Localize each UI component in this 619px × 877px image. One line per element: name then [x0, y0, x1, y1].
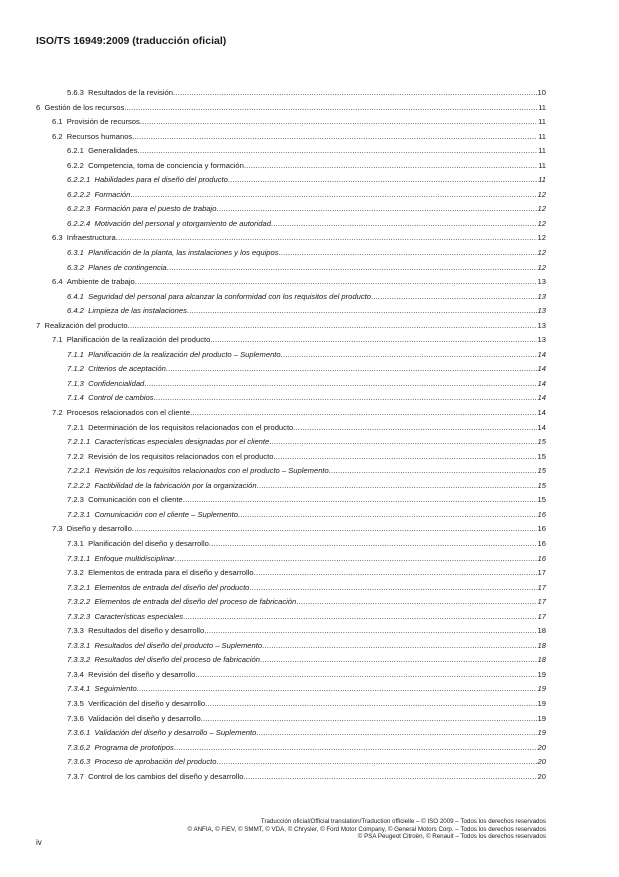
- toc-entry[interactable]: [36, 684, 546, 699]
- toc-entry-page: 20: [537, 771, 546, 781]
- toc-entry[interactable]: [36, 335, 546, 350]
- toc-entry-title: Motivación del personal y otorgamiento de autoridad: [94, 218, 271, 228]
- toc-entry-page: 11: [538, 146, 546, 156]
- toc-entry[interactable]: [36, 117, 546, 132]
- toc-entry-label: [67, 510, 238, 519]
- toc-entry-label: [67, 248, 279, 257]
- toc-leader-dots: [195, 670, 536, 679]
- toc-entry-title: Determinación de los requisitos relacionados con el producto: [88, 422, 294, 432]
- toc-entry-title: Características especiales: [94, 611, 184, 621]
- toc-entry-page: 17: [537, 568, 546, 578]
- toc-entry-page: 10: [537, 88, 546, 97]
- toc-entry-label: [67, 568, 254, 577]
- toc-entry-number: 6.3.2: [67, 262, 84, 272]
- toc-entry-title: Planificación de la realización del producto: [66, 335, 211, 345]
- toc-leader-dots: [132, 132, 537, 141]
- toc-leader-dots: [254, 568, 537, 577]
- toc-entry-page: 13: [537, 320, 546, 330]
- toc-entry-page: 16: [537, 509, 546, 519]
- toc-entry-title: Validación del diseño y desarrollo – Suplemento: [94, 728, 257, 738]
- toc-entry-page: 17: [537, 582, 546, 592]
- toc-entry[interactable]: [36, 612, 546, 627]
- toc-leader-dots: [140, 117, 537, 126]
- toc-entry-number: 6.3.1: [67, 248, 84, 258]
- toc-entry-number: 7.1.1: [67, 349, 84, 359]
- toc-entry-page: 13: [537, 277, 546, 287]
- toc-entry[interactable]: [36, 539, 546, 554]
- toc-entry-page: 13: [537, 291, 546, 301]
- toc-entry-title: Planificación de la planta, las instalaciones y los equipos: [88, 248, 279, 258]
- toc-entry-page: 13: [537, 335, 546, 345]
- toc-entry-page: 11: [538, 160, 546, 170]
- toc-entry[interactable]: [36, 190, 546, 205]
- toc-entry-page: 19: [537, 669, 546, 679]
- toc-entry-title: Procesos relacionados con el cliente: [66, 408, 191, 418]
- toc-entry-number: 7.2.2: [67, 451, 84, 461]
- toc-entry-page: 12: [537, 262, 546, 272]
- toc-entry-title: Elementos de entrada del diseño del producto: [94, 582, 250, 592]
- toc-entry-label: [67, 379, 144, 388]
- toc-entry-number: 7.3.4: [67, 669, 84, 679]
- toc-entry-title: Proceso de aprobación del producto: [94, 757, 217, 767]
- toc-entry-title: Criterios de aceptación: [88, 364, 166, 374]
- toc-entry-title: Comunicación con el cliente: [88, 495, 183, 505]
- toc-entry-number: 7.2.2.2: [67, 480, 91, 490]
- toc-entry-label: [52, 233, 116, 242]
- table-of-contents: [36, 88, 546, 786]
- toc-entry-number: 7.1.3: [67, 378, 84, 388]
- toc-entry-page: 11: [538, 175, 546, 185]
- toc-entry-title: Control de cambios: [88, 393, 154, 403]
- toc-entry-title: Validación del diseño y desarrollo: [88, 713, 201, 723]
- toc-entry-page: 19: [537, 698, 546, 708]
- toc-entry-title: Formación: [94, 189, 131, 199]
- toc-entry-number: 6.4.1: [67, 291, 84, 301]
- toc-entry-page: 14: [537, 349, 546, 359]
- toc-entry-label: [67, 554, 175, 563]
- toc-entry-label: [67, 88, 173, 97]
- toc-entry[interactable]: [36, 481, 546, 496]
- toc-entry-page: 15: [537, 480, 546, 490]
- toc-entry-title: Limpieza de las instalaciones: [88, 306, 187, 316]
- toc-entry-page: 12: [537, 204, 546, 214]
- toc-entry[interactable]: [36, 423, 546, 438]
- toc-entry[interactable]: [36, 524, 546, 539]
- toc-leader-dots: [187, 306, 537, 315]
- toc-entry-number: 7.3.2.1: [67, 582, 91, 592]
- toc-entry-number: 6.2.2.3: [67, 204, 91, 214]
- footer-line-1: Traducción oficial/Official translation/Traduction officielle – © ISO 2009 – Todos los derechos reservados: [260, 818, 546, 825]
- toc-entry[interactable]: [36, 277, 546, 292]
- toc-entry-title: Seguridad del personal para alcanzar la conformidad con los requisitos del producto: [88, 291, 371, 301]
- toc-entry-page: 15: [537, 495, 546, 505]
- toc-leader-dots: [296, 597, 536, 606]
- toc-entry-title: Provisión de recursos: [66, 117, 140, 127]
- toc-entry[interactable]: [36, 233, 546, 248]
- toc-entry-title: Habilidades para el diseño del producto: [94, 175, 228, 185]
- toc-leader-dots: [216, 204, 536, 213]
- toc-entry[interactable]: [36, 146, 546, 161]
- toc-entry[interactable]: [36, 219, 546, 234]
- toc-entry-number: 7.3.3.1: [67, 640, 91, 650]
- toc-leader-dots: [228, 175, 537, 184]
- toc-entry-label: [67, 393, 154, 402]
- toc-entry-label: [67, 699, 205, 708]
- toc-entry-number: 7.2.3.1: [67, 509, 91, 519]
- toc-entry[interactable]: [36, 103, 546, 118]
- toc-entry-number: 7.2.3: [67, 495, 84, 505]
- toc-leader-dots: [174, 743, 537, 752]
- toc-entry-label: [67, 263, 167, 272]
- toc-entry-title: Enfoque multidisciplinar: [94, 553, 175, 563]
- toc-entry-label: [52, 335, 210, 344]
- toc-entry-label: [67, 714, 201, 723]
- toc-leader-dots: [209, 539, 537, 548]
- footer-line-3: © PSA Peugeot Citroën, © Renault – Todos los derechos reservados: [357, 833, 546, 841]
- toc-entry-page: 19: [537, 684, 546, 694]
- toc-entry-label: [67, 583, 249, 592]
- toc-entry-label: [67, 219, 271, 228]
- toc-leader-dots: [249, 583, 536, 592]
- toc-entry[interactable]: [36, 437, 546, 452]
- toc-entry-label: [67, 146, 138, 155]
- toc-entry-label: [52, 277, 135, 286]
- toc-entry-label: [67, 175, 228, 184]
- toc-leader-dots: [138, 146, 538, 155]
- toc-entry-page: 14: [537, 364, 546, 374]
- toc-leader-dots: [216, 757, 536, 766]
- toc-entry-page: 15: [537, 437, 546, 447]
- toc-leader-dots: [190, 408, 536, 417]
- toc-leader-dots: [262, 641, 536, 650]
- toc-entry-title: Revisión del diseño y desarrollo: [88, 669, 196, 679]
- toc-entry[interactable]: [36, 350, 546, 365]
- toc-entry[interactable]: [36, 699, 546, 714]
- toc-leader-dots: [183, 495, 537, 504]
- toc-entry-title: Elementos de entrada del diseño del proceso de fabricación: [94, 597, 297, 607]
- toc-entry-label: [67, 626, 204, 635]
- toc-leader-dots: [238, 510, 537, 519]
- toc-entry[interactable]: [36, 248, 546, 263]
- toc-entry-label: [67, 655, 260, 664]
- toc-entry-label: [67, 364, 166, 373]
- document-header-title: ISO/TS 16949:2009 (traducción oficial): [36, 35, 227, 47]
- toc-entry-number: 7.2.1.1: [67, 437, 91, 447]
- toc-leader-dots: [271, 219, 537, 228]
- toc-leader-dots: [130, 190, 536, 199]
- toc-entry-title: Generalidades: [88, 146, 138, 156]
- toc-entry-page: 14: [537, 422, 546, 432]
- toc-entry-number: 7.3.2: [67, 568, 84, 578]
- toc-entry-title: Resultados de la revisión: [88, 88, 173, 97]
- toc-leader-dots: [329, 466, 537, 475]
- toc-entry-label: [67, 437, 269, 446]
- toc-leader-dots: [371, 292, 537, 301]
- toc-entry-page: 18: [537, 640, 546, 650]
- toc-entry-label: [36, 321, 128, 330]
- toc-entry-number: 5.6.3: [67, 88, 84, 97]
- toc-entry-page: 11: [538, 102, 546, 112]
- toc-entry-page: 12: [537, 248, 546, 258]
- toc-entry-title: Planificación de la realización del producto – Suplemento: [88, 349, 281, 359]
- toc-leader-dots: [281, 350, 537, 359]
- toc-entry[interactable]: [36, 132, 546, 147]
- toc-entry[interactable]: [36, 728, 546, 743]
- toc-entry-title: Elementos de entrada para el diseño y desarrollo: [88, 568, 254, 578]
- toc-entry[interactable]: [36, 554, 546, 569]
- toc-leader-dots: [132, 524, 537, 533]
- toc-entry-number: 6.2.2.2: [67, 189, 91, 199]
- toc-entry[interactable]: [36, 321, 546, 336]
- toc-entry-label: [67, 757, 216, 766]
- toc-entry-page: 16: [537, 553, 546, 563]
- toc-entry-page: 14: [537, 408, 546, 418]
- toc-entry[interactable]: [36, 204, 546, 219]
- toc-leader-dots: [293, 423, 536, 432]
- toc-entry-number: 7.2.1: [67, 422, 84, 432]
- toc-entry[interactable]: [36, 88, 546, 103]
- toc-entry-page: 11: [538, 131, 546, 141]
- toc-entry-title: Confidencialidad: [88, 378, 145, 388]
- toc-entry-label: [67, 641, 262, 650]
- toc-leader-dots: [167, 263, 537, 272]
- toc-entry[interactable]: [36, 626, 546, 641]
- toc-leader-dots: [128, 321, 537, 330]
- toc-entry[interactable]: [36, 583, 546, 598]
- toc-entry-label: [67, 772, 243, 781]
- toc-leader-dots: [135, 277, 537, 286]
- toc-entry-label: [67, 743, 174, 752]
- toc-entry[interactable]: [36, 175, 546, 190]
- toc-entry-page: 12: [537, 218, 546, 228]
- toc-entry-label: [67, 452, 273, 461]
- toc-entry-page: 12: [537, 189, 546, 199]
- toc-entry[interactable]: [36, 743, 546, 758]
- toc-entry-label: [36, 103, 124, 112]
- toc-leader-dots: [260, 655, 537, 664]
- toc-entry-page: 19: [537, 713, 546, 723]
- toc-entry-title: Seguimiento: [94, 684, 137, 694]
- toc-entry-title: Características especiales designadas por el cliente: [94, 437, 270, 447]
- toc-entry-number: 7.3.1.1: [67, 553, 91, 563]
- toc-entry[interactable]: [36, 510, 546, 525]
- toc-entry-number: 7.1.2: [67, 364, 84, 374]
- toc-entry-label: [52, 408, 190, 417]
- toc-entry-number: 7.3.7: [67, 771, 84, 781]
- toc-entry-title: Control de los cambios del diseño y desarrollo: [88, 771, 244, 781]
- toc-entry[interactable]: [36, 655, 546, 670]
- toc-entry[interactable]: [36, 641, 546, 656]
- toc-entry[interactable]: [36, 452, 546, 467]
- toc-entry-title: Revisión de los requisitos relacionados con el producto: [88, 451, 274, 461]
- toc-entry-number: 7.2: [52, 408, 63, 418]
- toc-entry-number: 7.3: [52, 524, 63, 534]
- toc-leader-dots: [210, 335, 536, 344]
- toc-entry-title: Formación para el puesto de trabajo: [94, 204, 217, 214]
- toc-entry-title: Programa de prototipos: [94, 742, 174, 752]
- toc-entry-page: 14: [537, 393, 546, 403]
- toc-entry-label: [67, 495, 183, 504]
- toc-entry-title: Competencia, toma de conciencia y formación: [88, 160, 244, 170]
- toc-entry-label: [67, 161, 244, 170]
- toc-entry-page: 12: [537, 233, 546, 243]
- toc-leader-dots: [116, 233, 537, 242]
- toc-entry-number: 6.1: [52, 117, 63, 127]
- toc-entry-label: [67, 597, 296, 606]
- toc-entry-page: 17: [537, 597, 546, 607]
- toc-entry[interactable]: [36, 292, 546, 307]
- toc-entry-page: 15: [537, 451, 546, 461]
- toc-entry-number: 6.2.2.4: [67, 218, 91, 228]
- toc-entry-label: [67, 612, 183, 621]
- toc-leader-dots: [144, 379, 536, 388]
- toc-entry-number: 7.2.2.1: [67, 466, 91, 476]
- toc-entry[interactable]: [36, 568, 546, 583]
- toc-entry-number: 7.3.3: [67, 626, 84, 636]
- toc-entry-label: [67, 292, 371, 301]
- toc-entry-title: Diseño y desarrollo: [66, 524, 132, 534]
- toc-entry[interactable]: [36, 379, 546, 394]
- toc-entry-title: Planes de contingencia: [88, 262, 167, 272]
- toc-entry-number: 7.3.1: [67, 538, 84, 548]
- toc-leader-dots: [256, 728, 536, 737]
- toc-entry-number: 6: [36, 102, 41, 112]
- toc-entry-number: 7.3.5: [67, 698, 84, 708]
- toc-entry-number: 7.3.6.2: [67, 742, 91, 752]
- toc-entry-label: [67, 684, 137, 693]
- toc-entry-number: 6.2.2.1: [67, 175, 91, 185]
- toc-entry-page: 20: [537, 742, 546, 752]
- toc-entry-number: 7.3.6.3: [67, 757, 91, 767]
- toc-entry-label: [67, 204, 216, 213]
- toc-entry-page: 11: [538, 117, 546, 127]
- toc-entry-title: Ambiente de trabajo: [66, 277, 135, 287]
- toc-leader-dots: [201, 714, 537, 723]
- toc-entry[interactable]: [36, 364, 546, 379]
- toc-entry-label: [67, 466, 329, 475]
- toc-leader-dots: [257, 481, 537, 490]
- toc-entry-page: 18: [537, 626, 546, 636]
- toc-entry[interactable]: [36, 466, 546, 481]
- toc-entry[interactable]: [36, 161, 546, 176]
- toc-leader-dots: [269, 437, 536, 446]
- toc-entry-number: 7.1.4: [67, 393, 84, 403]
- toc-entry-number: 7.3.3.2: [67, 655, 91, 665]
- toc-entry-label: [67, 350, 281, 359]
- toc-entry-label: [67, 306, 187, 315]
- toc-entry-number: 7.3.2.3: [67, 611, 91, 621]
- toc-entry-page: 19: [537, 728, 546, 738]
- toc-entry-title: Resultados del diseño del producto – Suplemento: [94, 640, 263, 650]
- toc-leader-dots: [273, 452, 536, 461]
- toc-entry-label: [67, 190, 130, 199]
- toc-entry-title: Revisión de los requisitos relacionados con el producto – Suplemento: [94, 466, 329, 476]
- toc-entry-title: Planificación del diseño y desarrollo: [88, 538, 209, 548]
- toc-entry-label: [67, 728, 256, 737]
- toc-leader-dots: [244, 161, 537, 170]
- toc-entry-title: Realización del producto: [44, 320, 128, 330]
- toc-entry-number: 7: [36, 320, 41, 330]
- toc-entry[interactable]: [36, 495, 546, 510]
- toc-leader-dots: [154, 393, 537, 402]
- toc-entry-number: 7.3.6: [67, 713, 84, 723]
- toc-leader-dots: [279, 248, 537, 257]
- toc-entry-number: 7.3.4.1: [67, 684, 91, 694]
- toc-entry-number: 6.4.2: [67, 306, 84, 316]
- toc-entry[interactable]: [36, 306, 546, 321]
- page-number: iv: [36, 838, 42, 847]
- toc-entry-number: 6.2: [52, 131, 63, 141]
- toc-entry-title: Gestión de los recursos: [44, 102, 125, 112]
- toc-leader-dots: [243, 772, 536, 781]
- toc-entry-title: Infraestructura: [66, 233, 116, 243]
- toc-entry[interactable]: [36, 597, 546, 612]
- toc-leader-dots: [183, 612, 536, 621]
- toc-entry-page: 16: [537, 538, 546, 548]
- toc-entry-title: Comunicación con el cliente – Suplemento: [94, 509, 238, 519]
- toc-leader-dots: [204, 626, 536, 635]
- toc-entry[interactable]: [36, 757, 546, 772]
- footer-line-2: © ANFIA, © FIEV, © SMMT, © VDA, © Chrysler, © Ford Motor Company, © General Motors Corp. – Todos los derechos reservados: [187, 825, 546, 833]
- toc-entry-number: 7.3.6.1: [67, 728, 91, 738]
- toc-entry-page: 13: [537, 306, 546, 316]
- toc-entry[interactable]: [36, 263, 546, 278]
- toc-leader-dots: [205, 699, 536, 708]
- toc-entry-title: Resultados del diseño del proceso de fabricación: [94, 655, 260, 665]
- toc-entry-label: [52, 132, 132, 141]
- toc-entry-label: [52, 117, 140, 126]
- toc-entry-title: Verificación del diseño y desarrollo: [88, 698, 206, 708]
- toc-entry[interactable]: [36, 714, 546, 729]
- toc-entry[interactable]: [36, 408, 546, 423]
- toc-entry-page: 15: [537, 466, 546, 476]
- toc-entry-label: [67, 670, 195, 679]
- toc-entry-page: 16: [537, 524, 546, 534]
- toc-entry-number: 6.3: [52, 233, 63, 243]
- toc-entry[interactable]: [36, 772, 546, 787]
- toc-entry-number: 6.2.1: [67, 146, 84, 156]
- toc-entry-title: Factibilidad de la fabricación por la organización: [94, 480, 257, 490]
- toc-entry-label: [67, 539, 209, 548]
- copyright-footer: [188, 818, 546, 841]
- toc-entry-number: 6.2.2: [67, 160, 84, 170]
- toc-entry-label: [52, 524, 132, 533]
- toc-entry[interactable]: [36, 670, 546, 685]
- toc-entry-label: [67, 481, 257, 490]
- toc-entry-page: 20: [537, 757, 546, 767]
- toc-entry-page: 18: [537, 655, 546, 665]
- toc-entry-title: Resultados del diseño y desarrollo: [88, 626, 205, 636]
- toc-entry-page: 14: [537, 378, 546, 388]
- toc-entry-number: 6.4: [52, 277, 63, 287]
- toc-leader-dots: [173, 88, 537, 97]
- toc-leader-dots: [124, 103, 537, 112]
- toc-entry-number: 7.1: [52, 335, 63, 345]
- toc-leader-dots: [137, 684, 537, 693]
- toc-entry-page: 17: [537, 611, 546, 621]
- toc-entry[interactable]: [36, 393, 546, 408]
- toc-entry-number: 7.3.2.2: [67, 597, 91, 607]
- toc-leader-dots: [175, 554, 537, 563]
- toc-entry-title: Recursos humanos: [66, 131, 133, 141]
- toc-leader-dots: [166, 364, 537, 373]
- toc-entry-label: [67, 423, 293, 432]
